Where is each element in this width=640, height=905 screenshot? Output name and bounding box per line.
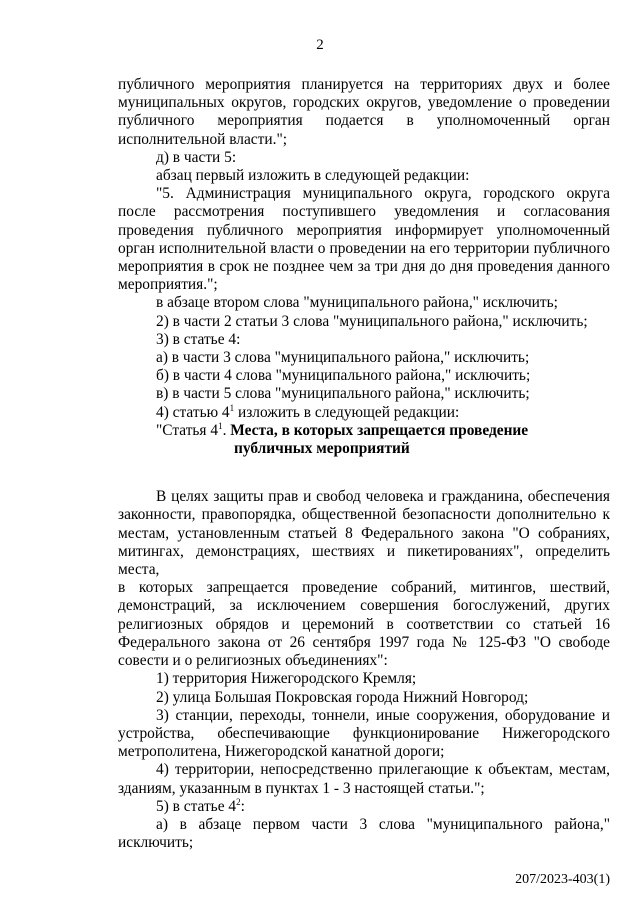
text-line: 2) в части 2 статьи 3 слова "муниципального района," исключить; [156, 312, 588, 330]
paragraph-start [118, 816, 610, 834]
paragraph-start [118, 707, 610, 725]
text-line: 3) станции, переходы, тоннели, иные сооружения, оборудование и [156, 706, 610, 724]
paragraph-start [118, 488, 610, 506]
quoted-paragraph [118, 185, 610, 203]
text-line: зданиям, указанным в пунктах 1 - 3 настоящей статьи."; [118, 779, 485, 797]
text-line: мероприятия в срок не позднее чем за три дня до дня проведения данного [118, 258, 610, 276]
text-line: 1) территория Нижегородского Кремля; [156, 670, 417, 688]
text-line [118, 404, 610, 422]
text-line: публичного мероприятия планируется на территориях двух и более [118, 76, 610, 93]
text-line: в которых запрещается проведение собраний, митингов, шествий, [118, 579, 610, 597]
text-line: 3) в статье 4: [156, 330, 241, 348]
text-span: изложить в следующей редакции: [234, 403, 460, 421]
text-line: проведения публичного мероприятия информирует уполномоченный [118, 221, 610, 239]
paragraph-start [118, 761, 610, 779]
text-span: 4) статью 4 [156, 403, 230, 421]
superscript: 1 [218, 420, 223, 431]
text-line: в абзаце втором слова "муниципального района," исключить; [156, 294, 558, 312]
text-line: "5. Администрация муниципального округа, городского округа [156, 185, 610, 203]
text-line: 4) территории, непосредственно прилегающие к объектам, местам, [156, 761, 610, 779]
text-line: Федерального закона от 26 сентября 1997 года № 125-ФЗ "О свободе [118, 633, 610, 651]
text-line: а) в части 3 слова "муниципального района," исключить; [156, 349, 530, 367]
text-line: исключить; [118, 834, 194, 852]
text-span: "Статья 4 [156, 421, 219, 439]
text-line: после рассмотрения поступившего уведомления и согласования [118, 203, 610, 221]
document-body [118, 76, 610, 852]
text-line: публичного мероприятия подается в уполномоченный орган [118, 112, 610, 130]
text-line: б) в части 4 слова "муниципального района," исключить; [156, 367, 531, 385]
text-span: 5) в статье 4 [156, 797, 237, 815]
text-line: местам, установленным статьей 8 Федерального закона "О собраниях, [118, 524, 610, 542]
superscript: 2 [236, 796, 241, 807]
text-line: В целях защиты прав и свобод человека и гражданина, обеспечения [156, 488, 610, 506]
text-line: религиозных обрядов и церемоний в соответствии со статьей 16 [118, 615, 610, 633]
article-title: Места, в которых запрещается проведение [230, 421, 529, 439]
text-line: орган исполнительной власти о проведении на его территории публичного [118, 239, 610, 257]
text-line: исполнительной власти."; [118, 130, 287, 148]
text-line: абзац первый изложить в следующей редакции: [156, 167, 470, 185]
article-heading [118, 422, 610, 440]
text-line: в) в части 5 слова "муниципального района," исключить; [156, 385, 530, 403]
text-line: а) в абзаце первом части 3 слова "муниципального района," [156, 815, 610, 833]
text-line: д) в части 5: [156, 148, 237, 166]
text-line: законности, правопорядка, общественной безопасности дополнительно к [118, 506, 610, 524]
article-title-cont: публичных мероприятий [234, 440, 410, 458]
text-line: устройства, обеспечивающие функционирование Нижегородского [118, 724, 610, 742]
page-number: 2 [316, 37, 324, 53]
text-line: митингах, демонстрациях, шествиях и пикетированиях", определить места, [118, 542, 610, 579]
text-line [118, 798, 610, 816]
superscript: 1 [229, 402, 235, 413]
text-span: . [222, 421, 231, 439]
text-line: мероприятия."; [118, 276, 218, 294]
text-line: демонстраций, за исключением совершения богослужений, других [118, 597, 610, 615]
text-line: совести и о религиозных объединениях": [118, 652, 388, 670]
text-line: метрополитена, Нижегородской канатной дороги; [118, 743, 445, 761]
spacer [118, 458, 610, 488]
text-span: : [240, 797, 245, 815]
text-line: муниципальных округов, городских округов, уведомление о проведении [118, 94, 610, 112]
text-line: 2) улица Большая Покровская города Нижний Новгород; [156, 688, 529, 706]
document-number: 207/2023-403(1) [515, 872, 610, 887]
